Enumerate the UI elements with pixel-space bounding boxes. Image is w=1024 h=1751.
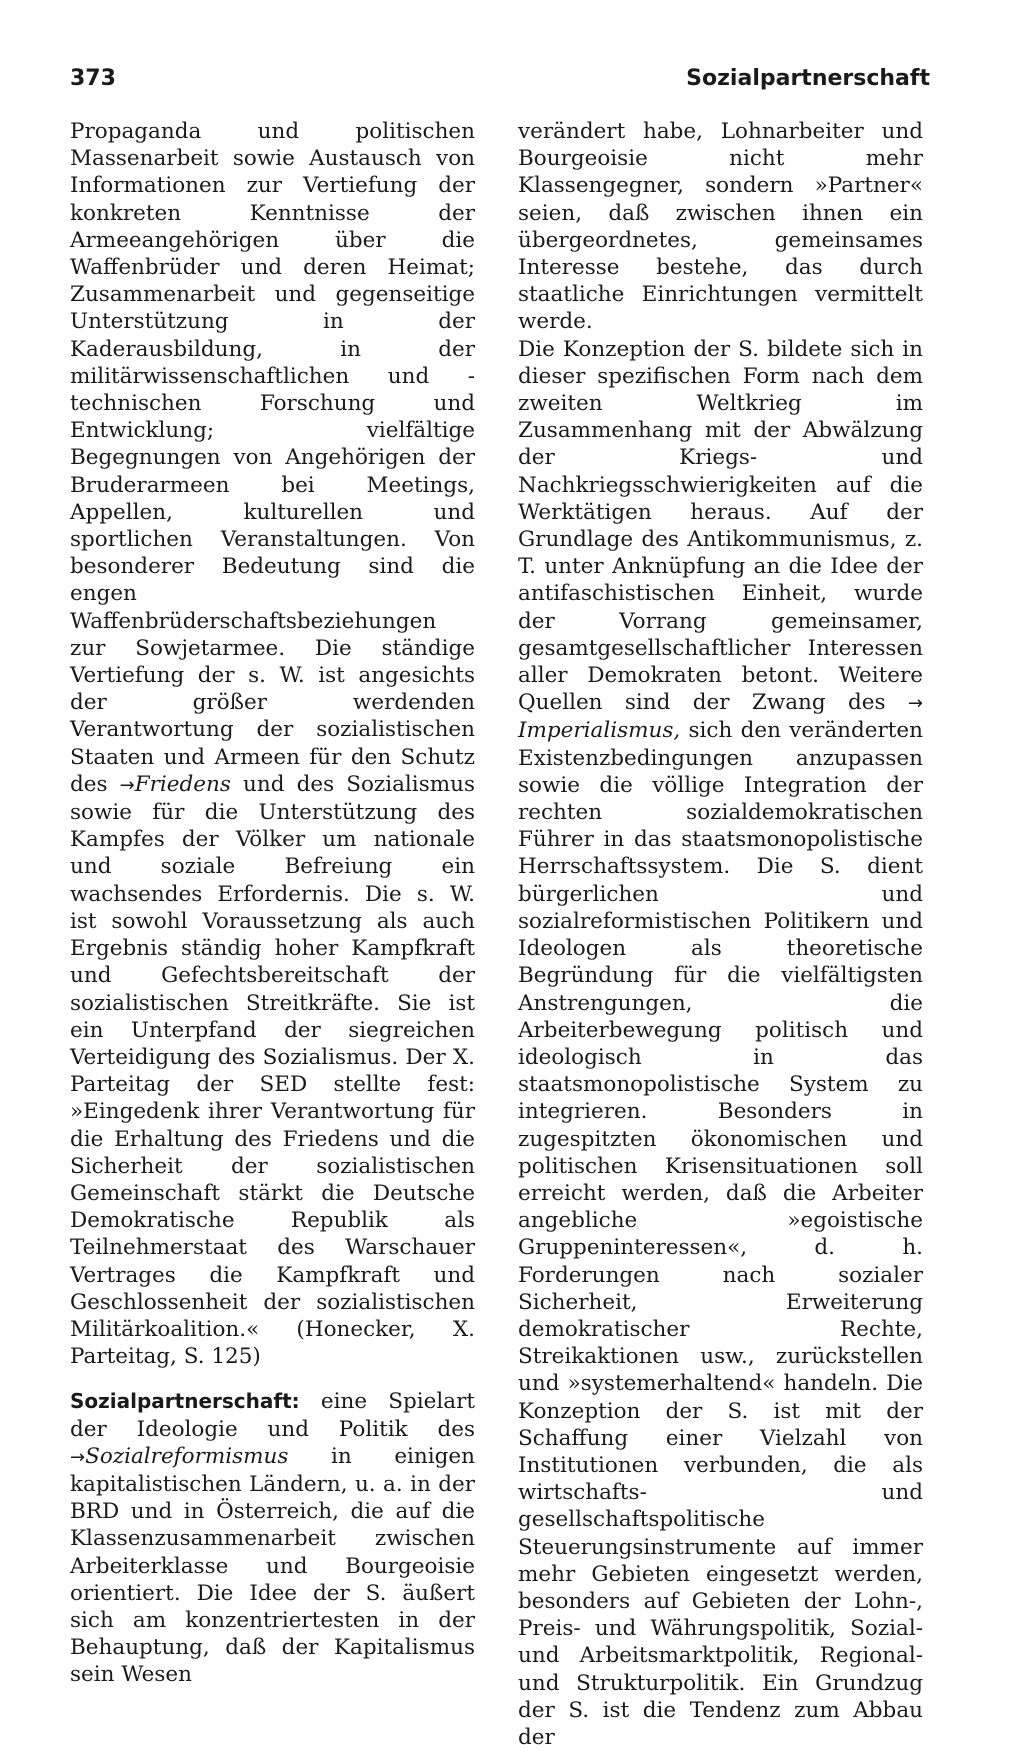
cross-reference-arrow-icon: → — [70, 1446, 86, 1468]
text-run: und des Sozialismus sowie für die Unterstützung des Kampfes der Völker um nationale und soziale Befreiung ein wachsendes Erfordernis. Die s. W. ist sowohl Voraussetzung als auch Ergebnis ständig hoher Kampfkraft und Gefechtsbereitschaft der sozialistischen Streitkräfte. Sie ist ein Unterpfand der siegreichen Verteidigung des Sozialismus. Der X. Parteitag der SED stellte fest: »Eingedenk ihrer Verantwortung für die Erhaltung des Friedens und die Sicherheit der sozialistischen Gemeinschaft stärkt die Deutsche Demokratische Republik als Teilnehmerstaat des Warschauer Vertrages die Kampfkraft und Geschlossenheit der sozialistischen Militärkoalition.« (Honecker, X. Parteitag, S. 125) — [70, 771, 475, 1370]
entry-headword: Sozialpartnerschaft: — [70, 1389, 300, 1414]
cross-reference-term: Friedens — [134, 771, 231, 797]
text-run: Propaganda und politischen Massenarbeit sowie Austausch von Informationen zur Vertiefung der konkreten Kenntnisse der Armeeangehörigen über die Waffenbrüder und deren Heimat; Zusammenarbeit und gegenseitige Unterstützung in der Kaderausbildung, in der militärwissenschaftlichen und -technischen Forschung und Entwicklung; vielfältige Begegnungen von Angehörigen der Bruderarmeen bei Meetings, Appellen, kulturellen und sportlichen Veranstaltungen. Von besonderer Bedeutung sind die engen Waffenbrüderschaftsbeziehungen zur Sowjetarmee. Die ständige Vertiefung der s. W. ist angesichts der größer werdenden Verantwortung der sozialistischen Staaten und Armeen für den Schutz des — [70, 119, 475, 797]
dictionary-entry — [70, 1388, 475, 1688]
running-head: Sozialpartnerschaft — [686, 66, 930, 91]
text-run: sich den veränderten Existenzbedingungen anzupassen sowie die völlige Integration der rechten sozialdemokratischen Führer in das staatsmonopolistische Herrschaftssystem. Die S. dient bürgerlichen und sozialreformistischen Politikern und Ideologen als theoretische Begründung für die vielfältigsten Anstrengungen, die Arbeiterbewegung politisch und ideologisch in das staatsmonopolistische System zu integrieren. Besonders in zugespitzten ökonomischen und politischen Krisensituationen soll erreicht werden, daß die Arbeiter angebliche »egoistische Gruppeninteressen«, d. h. Forderungen nach sozialer Sicherheit, Erweiterung demokratischer Rechte, Streikaktionen usw., zurückstellen und »systemerhaltend« handeln. Die Konzeption der S. ist mit der Schaffung einer Vielzahl von Institutionen verbunden, die als wirtschafts- und gesellschaftspolitische Steuerungsinstrumente auf immer mehr Gebieten eingesetzt werden, besonders auf Gebieten der Lohn-, Preis- und Währungspolitik, Sozial- und Arbeitsmarktpolitik, Regional- und Strukturpolitik. Ein Grundzug der S. ist die Tendenz zum Abbau der — [518, 718, 923, 1750]
cross-reference-term: Sozialreformismus — [85, 1443, 289, 1469]
text-run: eine Spielart der Ideologie und Politik des — [70, 1389, 475, 1442]
text-run: in einigen kapitalistischen Ländern, u. a. in der BRD und in Österreich, die auf die Klassenzusammenarbeit zwischen Arbeiterklasse und Bourgeoisie orientiert. Die Idee der S. äußert sich am konzentriertesten in der Behauptung, daß der Kapitalismus sein Wesen — [70, 1443, 475, 1688]
paragraph-continued — [70, 118, 475, 1370]
cross-reference-term: Imperialismus, — [518, 718, 681, 744]
page-number: 373 — [70, 66, 116, 91]
left-column — [70, 118, 475, 1689]
cross-reference-arrow-icon: → — [907, 693, 923, 715]
text-run: Die Konzeption der S. bildete sich in dieser spezifischen Form nach dem zweiten Weltkrieg im Zusammenhang mit der Abwälzung der Kriegs- und Nachkriegsschwierigkeiten auf die Werktätigen heraus. Auf der Grundlage des Antikommunismus, z. T. unter Anknüpfung an die Idee der antifaschistischen Einheit, wurde der Vorrang gemeinsamer, gesamtgesellschaftlicher Interessen aller Demokraten betont. Weitere Quellen sind der Zwang des — [518, 336, 923, 716]
paragraph-continued: verändert habe, Lohnarbeiter und Bourgeoisie nicht mehr Klassengegner, sondern »Partner« seien, daß zwischen ihnen ein übergeordnetes, gemeinsames Interesse bestehe, das durch staatliche Einrichtungen vermittelt werde. — [518, 119, 923, 335]
right-column — [518, 118, 923, 1751]
paragraph — [518, 336, 923, 1751]
cross-reference-arrow-icon: → — [119, 774, 135, 796]
page-header — [70, 66, 930, 106]
